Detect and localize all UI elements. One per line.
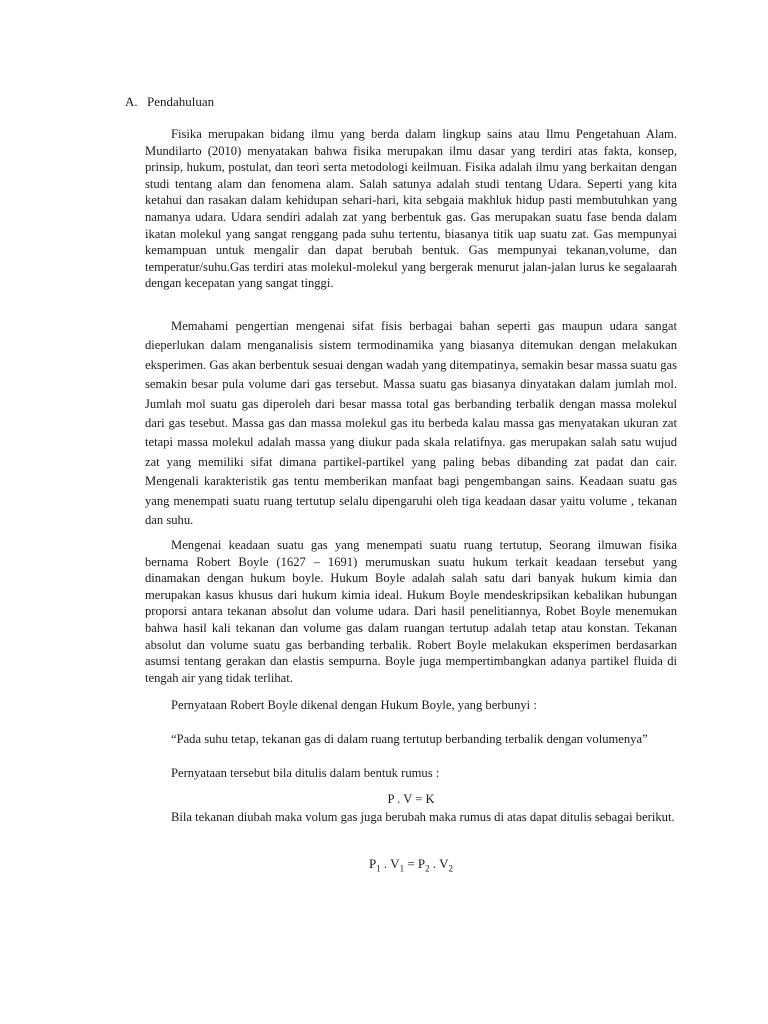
formula-subscript: 1 bbox=[376, 863, 381, 874]
paragraph-robert-boyle: Mengenai keadaan suatu gas yang menempati suatu ruang tertutup, Seorang ilmuwan fisika bernama Robert Boyle (1627 – 1691) merumuskan suatu hukum terkait keadaan tersebut yang dinamakan dengan hukum boyle. Hukum Boyle adalah salah satu dari banyak hukum kimia dan merupakan kasus khusus dari hukum kimia ideal. Hukum Boyle mendeskripsikan kebalikan hubungan proporsi antara tekanan absolut dan volume udara. Dari hasil penelitiannya, Robet Boyle menemukan bahwa hasil kali tekanan dan volume gas dalam ruangan tertutup adalah tetap atau konstan. Tekanan absolut dan volume suatu gas berbanding terbalik. Robert Boyle melakukan eksperimen berdasarkan asumsi tentang gerakan dan elastis sempurna. Boyle juga mempertimbangkan adanya partikel fluida di tengah air yang tidak terlihat. bbox=[145, 538, 677, 685]
paragraph-gas-properties: Memahami pengertian mengenai sifat fisis berbagai bahan seperti gas maupun udara sangat dieperlukan dalam menganalisis sistem termodinamika yang biasanya ditemukan dengan melakukan eksperimen. Gas akan berbentuk sesuai dengan wadah yang ditempatinya, semakin besar massa suatu gas semakin besar pula volume dari gas tersebut. Massa suatu gas biasanya dinyatakan dalam jumlah mol. Jumlah mol suatu gas diperoleh dari besar massa total gas berbanding terbalik dengan massa molekul dari gas tesebut. Massa gas dan massa molekul gas itu berbeda kalau massa gas menyatakan ukuran zat tetapi massa molekul adalah massa yang diukur pada skala relatifnya. gas merupakan salah satu wujud zat yang memiliki sifat dimana partikel-partikel yang paling bebas dibanding zat padat dan cair. Mengenali karakteristik gas tentu memberikan manfaat bagi pengembangan sains. Keadaan suatu gas yang menempati suatu ruang tertutup selalu dipengaruhi oleh tiga keadaan dasar yaitu volume , tekanan dan suhu. bbox=[145, 319, 677, 528]
paragraph-intro: Fisika merupakan bidang ilmu yang berda dalam lingkup sains atau Ilmu Pengetahuan Alam. Mundilarto (2010) menyatakan bahwa fisika merupakan ilmu dasar yang terdiri atas fakta, konsep, prinsip, hukum, postulat, dan teori serta metodologi keilmuan. Fisika adalah ilmu yang berkaitan dengan studi tentang alam dan fenomena alam. Salah satunya adalah studi tentang Udara. Seperti yang kita ketahui dan rasakan dalam kehidupan sehari-hari, kita sebgaia makhluk hidup pasti membutuhkan yang namanya udara. Udara sendiri adalah zat yang berbentuk gas. Gas merupakan suatu fase benda dalam ikatan molekul yang sangat renggang pada suhu tertentu, biasanya titik uap suatu zat. Gas mempunyai kemampuan untuk mengalir dan dapat berubah bentuk. Gas mempunyai tekanan,volume, dan temperatur/suhu.Gas terdiri atas molekul-molekul yang bergerak menurut jalan-jalan lurus ke segalaarah dengan kecepatan yang sangat tinggi. bbox=[145, 127, 677, 291]
formula-subscript: 2 bbox=[448, 863, 454, 874]
formula-term: P bbox=[368, 856, 377, 871]
paragraph-boyle-law-intro: Pernyataan Robert Boyle dikenal dengan Hukum Boyle, yang berbunyi : bbox=[171, 698, 537, 712]
formula-subscript: 2 bbox=[425, 863, 430, 874]
formula-term: = P bbox=[404, 856, 426, 871]
paragraph-formula-intro: Pernyataan tersebut bila ditulis dalam bentuk rumus : bbox=[171, 766, 440, 780]
formula-term: . V bbox=[429, 856, 449, 871]
formula-subscript: 1 bbox=[399, 863, 405, 874]
section-title: Pendahuluan bbox=[147, 94, 215, 109]
section-number: A. bbox=[125, 94, 138, 109]
paragraph-formula-change: Bila tekanan diubah maka volum gas juga berubah maka rumus di atas dapat ditulis sebagai berikut. bbox=[171, 810, 675, 824]
formula-pv-constant: P . V = K bbox=[387, 792, 435, 806]
formula-boyle-states bbox=[145, 856, 677, 874]
section-heading bbox=[125, 93, 214, 110]
formula-term: . V bbox=[380, 856, 400, 871]
paragraph-boyle-law-quote: “Pada suhu tetap, tekanan gas di dalam ruang tertutup berbanding terbalik dengan volumenya” bbox=[171, 732, 648, 746]
